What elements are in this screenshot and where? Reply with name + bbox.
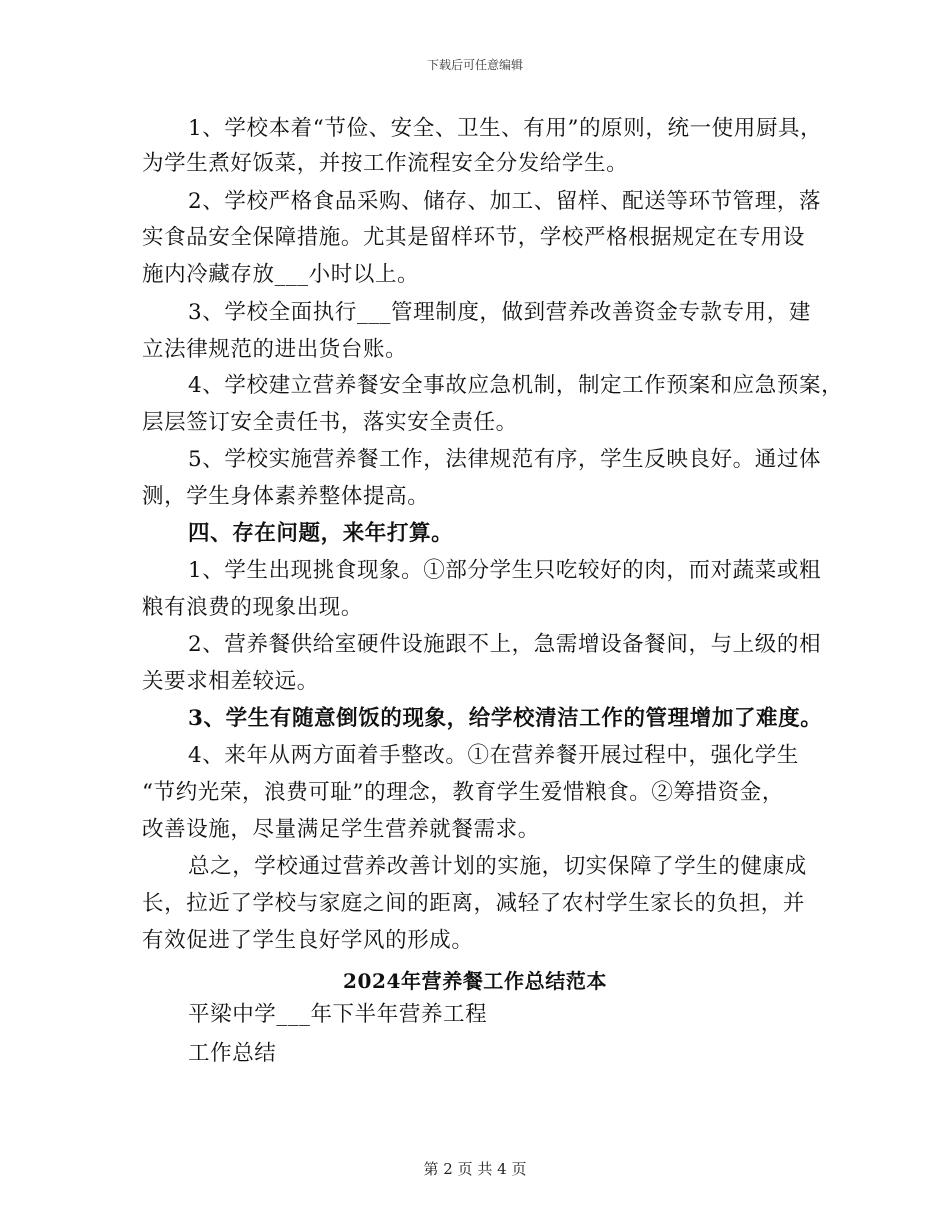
paragraph-line: 5、学校实施营养餐工作，法律规范有序，学生反映良好。通过体 bbox=[188, 447, 822, 472]
paragraph-line: 1、学生出现挑食现象。①部分学生只吃较好的肉，而对蔬菜或粗 bbox=[188, 558, 822, 583]
page-header: 下载后可任意编辑 bbox=[426, 58, 523, 72]
document-title: 2024年营养餐工作总结范本 bbox=[342, 969, 608, 993]
paragraph-line: 2、营养餐供给室硬件设施跟不上，急需增设备餐间，与上级的相 bbox=[188, 632, 822, 657]
page-number-footer: 第 2 页 共 4 页 bbox=[423, 1160, 527, 1178]
paragraph-line: 立法律规范的进出货台账。 bbox=[142, 337, 408, 362]
paragraph-line: 3、学校全面执行___管理制度，做到营养改善资金专款专用，建 bbox=[188, 300, 811, 325]
paragraph-line: 粮有浪费的现象出现。 bbox=[142, 595, 364, 620]
paragraph-line: 总之，学校通过营养改善计划的实施，切实保障了学生的健康成 bbox=[188, 854, 807, 879]
paragraph-line: 为学生煮好饭菜，并按工作流程安全分发给学生。 bbox=[142, 151, 629, 176]
paragraph-line: 施内冷藏存放___小时以上。 bbox=[142, 262, 420, 287]
paragraph-line: 测，学生身体素养整体提高。 bbox=[142, 484, 430, 509]
paragraph-line: 2、学校严格食品采购、储存、加工、留样、配送等环节管理，落 bbox=[188, 189, 822, 214]
paragraph-line: “节约光荣，浪费可耻”的理念，教育学生爱惜粮食。②筹措资金， bbox=[142, 780, 784, 805]
paragraph-line: 4、来年从两方面着手整改。①在营养餐开展过程中，强化学生 bbox=[188, 743, 799, 768]
paragraph-line: 改善设施，尽量满足学生营养就餐需求。 bbox=[142, 817, 540, 842]
paragraph-line: 1、学校本着“节俭、安全、卫生、有用”的原则，统一使用厨具， bbox=[188, 116, 823, 141]
paragraph-line: 长，拉近了学校与家庭之间的距离，减轻了农村学生家长的负担，并 bbox=[142, 891, 806, 916]
paragraph-line: 层层签订安全责任书，落实安全责任。 bbox=[142, 410, 518, 435]
paragraph-line: 实食品安全保障措施。尤其是留样环节，学校严格根据规定在专用设 bbox=[142, 225, 806, 250]
paragraph-line: 有效促进了学生良好学风的形成。 bbox=[142, 928, 474, 953]
paragraph-line: 工作总结 bbox=[188, 1041, 277, 1066]
section-heading: 四、存在问题，来年打算。 bbox=[188, 521, 454, 546]
bold-paragraph-line: 3、学生有随意倒饭的现象，给学校清洁工作的管理增加了难度。 bbox=[188, 706, 823, 731]
paragraph-line: 关要求相差较远。 bbox=[142, 669, 319, 694]
paragraph-line: 平梁中学___年下半年营养工程 bbox=[188, 1002, 488, 1027]
paragraph-line: 4、学校建立营养餐安全事故应急机制，制定工作预案和应急预案， bbox=[188, 373, 844, 398]
